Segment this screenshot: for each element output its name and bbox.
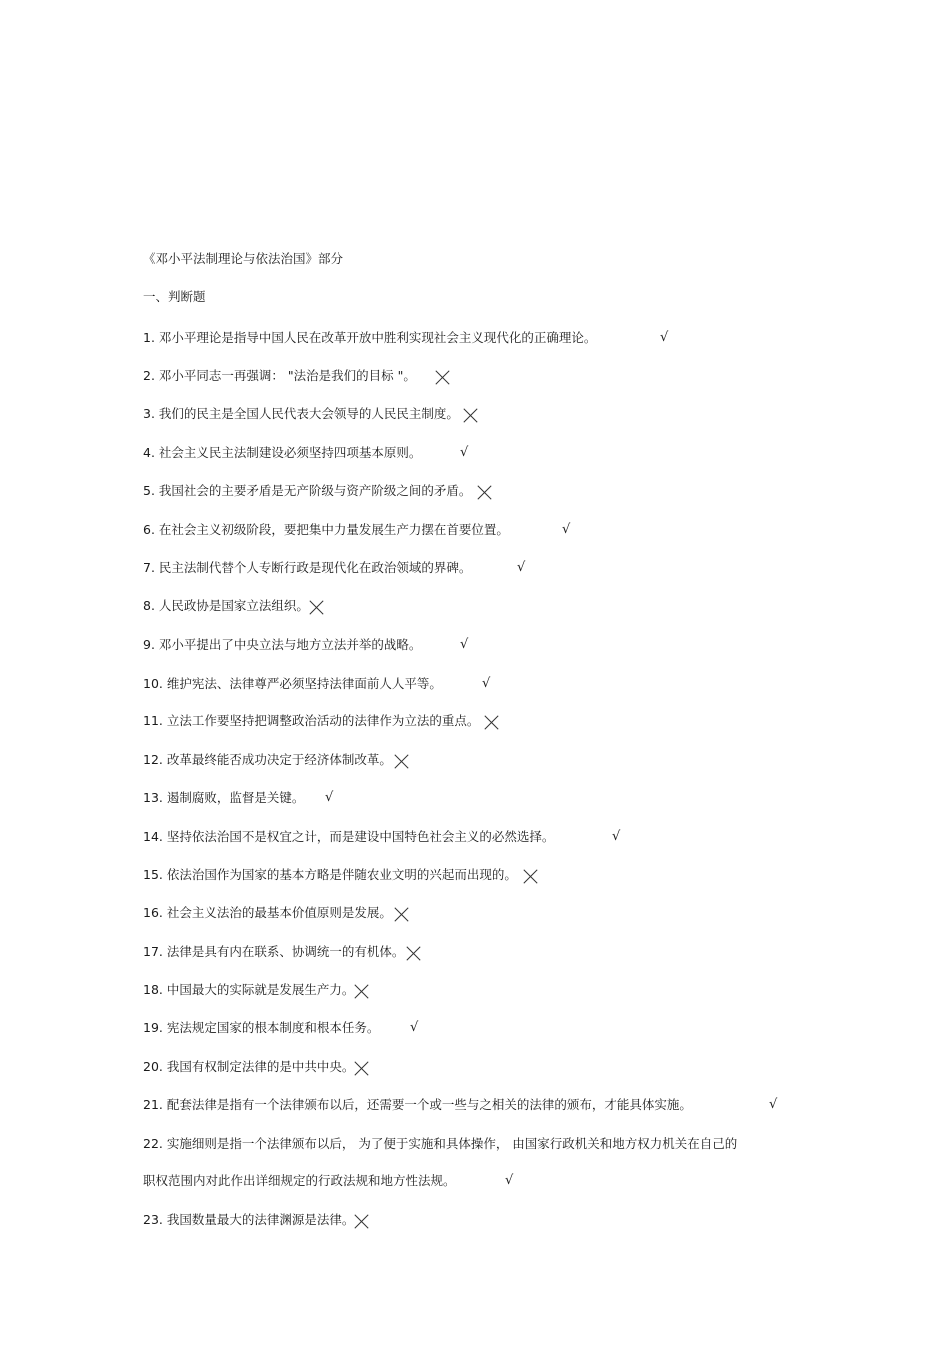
question-15: 15. 依法治国作为国家的基本方略是伴随农业文明的兴起而出现的。: [143, 867, 517, 882]
cross-mark-icon: [524, 869, 538, 883]
cross-mark-icon: [355, 984, 369, 998]
question-5: 5. 我国社会的主要矛盾是无产阶级与资产阶级之间的矛盾。: [143, 483, 472, 498]
check-mark-icon: √: [460, 637, 469, 652]
cross-mark-icon: [464, 408, 478, 422]
question-1: 1. 邓小平理论是指导中国人民在改革开放中胜利实现社会主义现代化的正确理论。: [143, 330, 597, 345]
check-mark-icon: √: [460, 445, 469, 460]
check-mark-icon: √: [769, 1097, 778, 1112]
check-mark-icon: √: [482, 676, 491, 691]
question-23: 23. 我国数量最大的法律渊源是法律。: [143, 1212, 355, 1227]
question-12: 12. 改革最终能否成功决定于经济体制改革。: [143, 752, 392, 767]
check-mark-icon: √: [562, 522, 571, 537]
question-13: 13. 遏制腐败，监督是关键。: [143, 790, 305, 805]
cross-mark-icon: [478, 485, 492, 499]
question-2: 2. 邓小平同志一再强调： "法治是我们的目标 "。: [143, 368, 416, 383]
question-19: 19. 宪法规定国家的根本制度和根本任务。: [143, 1020, 380, 1035]
cross-mark-icon: [355, 1214, 369, 1228]
question-18: 18. 中国最大的实际就是发展生产力。: [143, 982, 355, 997]
question-22: 22. 实施细则是指一个法律颁布以后， 为了便于实施和具体操作， 由国家行政机关和地方权力机关在自己的: [143, 1136, 738, 1151]
check-mark-icon: √: [325, 790, 334, 805]
document-title: 《邓小平法制理论与依法治国》部分: [143, 251, 344, 266]
cross-mark-icon: [436, 370, 450, 384]
check-mark-icon: √: [410, 1020, 419, 1035]
question-9: 9. 邓小平提出了中央立法与地方立法并举的战略。: [143, 637, 422, 652]
question-8: 8. 人民政协是国家立法组织。: [143, 598, 309, 613]
check-mark-icon: √: [660, 330, 669, 345]
cross-mark-icon: [395, 754, 409, 768]
cross-mark-icon: [485, 715, 499, 729]
cross-mark-icon: [355, 1061, 369, 1075]
question-7: 7. 民主法制代替个人专断行政是现代化在政治领域的界碑。: [143, 560, 472, 575]
question-16: 16. 社会主义法治的最基本价值原则是发展。: [143, 905, 392, 920]
question-10: 10. 维护宪法、法律尊严必须坚持法律面前人人平等。: [143, 676, 442, 691]
cross-mark-icon: [310, 600, 324, 614]
question-22-continued: 职权范围内对此作出详细规定的行政法规和地方性法规。: [143, 1173, 456, 1188]
check-mark-icon: √: [517, 560, 526, 575]
section-heading: 一、判断题: [143, 289, 206, 304]
cross-mark-icon: [395, 907, 409, 921]
check-mark-icon: √: [612, 829, 621, 844]
question-17: 17. 法律是具有内在联系、协调统一的有机体。: [143, 944, 405, 959]
cross-mark-icon: [407, 946, 421, 960]
question-14: 14. 坚持依法治国不是权宜之计，而是建设中国特色社会主义的必然选择。: [143, 829, 555, 844]
question-6: 6. 在社会主义初级阶段，要把集中力量发展生产力摆在首要位置。: [143, 522, 509, 537]
question-20: 20. 我国有权制定法律的是中共中央。: [143, 1059, 355, 1074]
check-mark-icon: √: [505, 1173, 514, 1188]
question-3: 3. 我们的民主是全国人民代表大会领导的人民民主制度。: [143, 406, 459, 421]
question-21: 21. 配套法律是指有一个法律颁布以后，还需要一个或一些与之相关的法律的颁布，才能具体实施。: [143, 1097, 692, 1112]
question-4: 4. 社会主义民主法制建设必须坚持四项基本原则。: [143, 445, 422, 460]
question-11: 11. 立法工作要坚持把调整政治活动的法律作为立法的重点。: [143, 713, 480, 728]
